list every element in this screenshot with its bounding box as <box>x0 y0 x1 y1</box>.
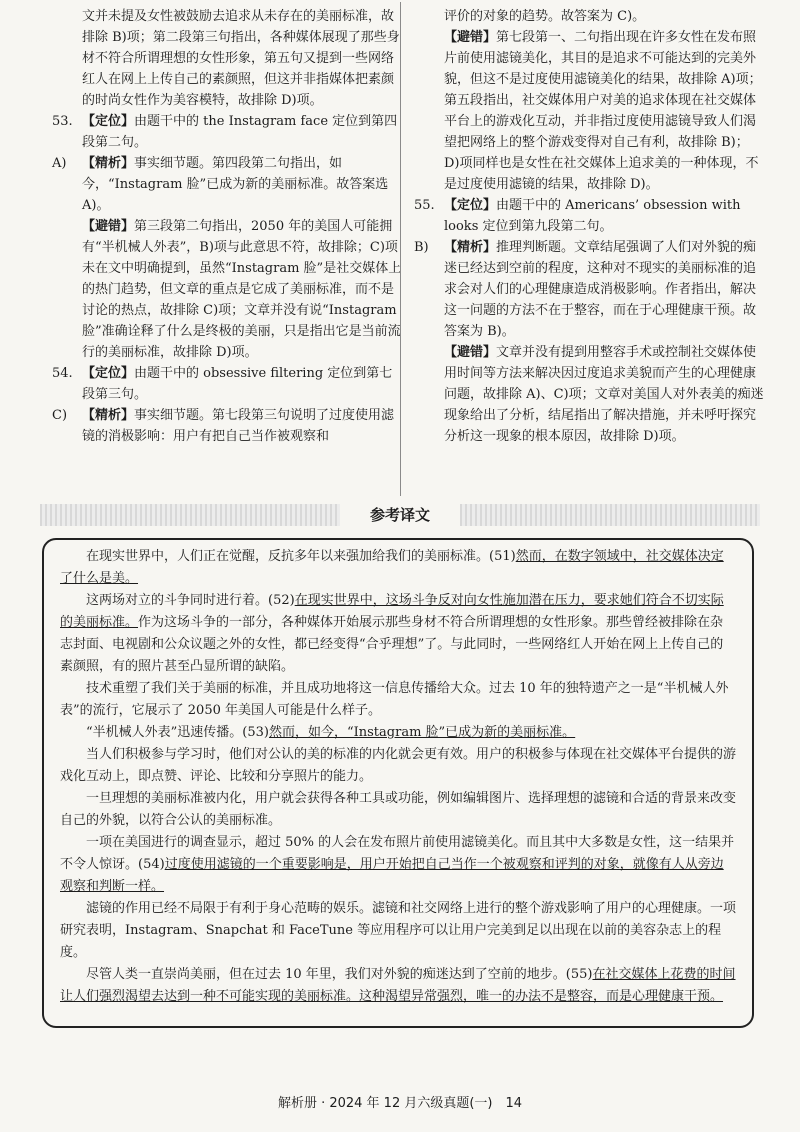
translation-paragraph-1 <box>60 546 736 590</box>
underlined-text: 过度使用滤镜的一个重要影响是，用户开始把自己当作一个被观察和评判的对象，就像有人从旁边观察和判断一样。 <box>60 857 724 894</box>
translation-paragraph-5: 当人们积极参与学习时，他们对公认的美的标准的内化就会更有效。用户的积极参与体现在社交媒体平台提供的游戏化互动上，即点赞、评论、比较和分享照片的能力。 <box>60 747 737 784</box>
locate-tag: 【定位】 <box>82 114 135 129</box>
avoid-text: 文章并没有提到用整容手术或控制社交媒体使用时间等方法来解决因过度追求美貌而产生的心理健康问题，故排除 A)、C)项；文章对美国人对外表美的痴迷现象给出了分析，结尾指出了解决措施，并未呼吁探究分析这一现象的根本原因，故排除 D)项。 <box>444 345 764 444</box>
left-column <box>52 6 402 447</box>
translation-paragraph-6: 一旦理想的美丽标准被内化，用户就会获得各种工具或功能，例如编辑图片、选择理想的滤镜和合适的背景来改变自己的外貌，以符合公认的美丽标准。 <box>60 791 737 828</box>
locate-tag: 【定位】 <box>444 198 497 213</box>
locate-text: 由题干中的 Americans’ obsession with looks 定位到第九段第二句。 <box>444 198 741 234</box>
answer-letter: C) <box>52 408 68 423</box>
analysis-tag: 【精析】 <box>82 408 135 423</box>
avoid-text: 第三段第二句指出，2050 年的美国人可能拥有“半机械人外表”，B)项与此意思不符，故排除；C)项未在文中明确提到，虽然“Instagram 脸”是社交媒体上的热门趋势，但文章的重点是它成了美丽标准，而不是讨论的热点，故排除 C)项；文章并没有说“Instagram 脸”准确诠释了什么是终极的美丽，只是指出它是当前流行的美丽标准，故排除 D)项。 <box>82 219 402 360</box>
page-footer: 解析册 · 2024 年 12 月六级真题(一) 14 <box>277 1096 523 1111</box>
q55-analysis <box>414 237 764 342</box>
translation-paragraph-8: 滤镜的作用已经不局限于有利于身心范畴的娱乐。滤镜和社交网络上进行的整个游戏影响了用户的心理健康。一项研究表明，Instagram、Snapchat 和 FaceTune 等应用程序可以让用户完美到足以出现在以前的美容杂志上的程度。 <box>60 901 737 960</box>
analysis-tag: 【精析】 <box>444 240 497 255</box>
underlined-text: 在社交媒体上花费的时间让人们强烈渴望去达到一种不可能实现的美丽标准。这种渴望异常强烈，唯一的办法不是整容，而是心理健康干预。 <box>60 967 736 1004</box>
locate-tag: 【定位】 <box>82 366 135 381</box>
avoid-tag: 【避错】 <box>444 30 497 45</box>
translation-paragraph-4 <box>60 722 736 744</box>
q54-analysis <box>52 405 402 447</box>
locate-text: 由题干中的 the Instagram face 定位到第四段第二句。 <box>82 114 398 150</box>
q55-locate <box>414 195 764 237</box>
translation-paragraph-7 <box>60 832 736 898</box>
underlined-text: 然而，在数字领域中，社交媒体决定了什么是美。 <box>60 549 724 586</box>
translation-paragraph-3: 技术重塑了我们关于美丽的标准，并且成功地将这一信息传播给大众。过去 10 年的独特遗产之一是“半机械人外表”的流行，它展示了 2050 年美国人可能是什么样子。 <box>60 681 729 718</box>
avoid-text: 第七段第一、二句指出现在许多女性在发布照片前使用滤镜美化，其目的是追求不可能达到的完美外貌，但这不是过度使用滤镜美化的结果，故排除 A)项；第五段指出，社交媒体用户对美的追求体现在社交媒体平台上的游戏化互动，并非指过度使用滤镜导致人们渴望把网络上的整个游戏变得对自己有利，故排除 B)；D)项同样也是女性在社交媒体上追求美的一种体现，不是过度使用滤镜的结果，故排除 D)。 <box>444 30 762 192</box>
q54-continuation: 评价的对象的趋势。故答案为 C)。 <box>444 9 646 24</box>
underlined-text: 然而，如今，“Instagram 脸”已成为新的美丽标准。 <box>268 725 576 740</box>
underlined-text: 在现实世界中，这场斗争反对向女性施加潜在压力，要求她们符合不切实际的美丽标准。 <box>60 593 724 630</box>
avoid-tag: 【避错】 <box>82 219 135 234</box>
answer-letter: A) <box>52 156 67 171</box>
plain-text: 在现实世界中，人们正在觉醒，反抗多年以来强加给我们的美丽标准。(51) <box>86 549 516 564</box>
translation-paragraph-9 <box>60 964 736 1008</box>
q53-analysis <box>52 153 402 216</box>
question-number: 54. <box>52 366 73 381</box>
q55-avoid-error <box>414 342 764 447</box>
right-column <box>414 6 764 447</box>
q54-locate <box>52 363 402 405</box>
plain-text: 一项在美国进行的调查显示，超过 50% 的人会在发布照片前使用滤镜美化。而且其中大多数是女性，这一结果并不令人惊讶。(54) <box>60 835 735 872</box>
q53-locate <box>52 111 402 153</box>
translation-paragraph-2 <box>60 590 736 678</box>
analysis-text: 事实细节题。第七段第三句说明了过度使用滤镜的消极影响：用户有把自己当作被观察和 <box>82 408 395 444</box>
q53-avoid-error <box>52 216 402 363</box>
column-divider <box>400 2 401 496</box>
analysis-text: 事实细节题。第四段第二句指出，如今，“Instagram 脸”已成为新的美丽标准。故答案选 A)。 <box>82 156 389 213</box>
q52-continuation: 文并未提及女性被鼓励去追求从未存在的美丽标准，故排除 B)项；第二段第三句指出，各种媒体展现了那些身材不符合所谓理想的女性形象，第五句又提到一些网络红人在网上上传自己的素颜照，但这并非指媒体把素颜的时尚女性作为美容模特，故排除 D)项。 <box>82 9 400 108</box>
locate-text: 由题干中的 obsessive filtering 定位到第七段第三句。 <box>82 366 393 402</box>
translation-box <box>42 538 754 1028</box>
plain-text: 尽管人类一直崇尚美丽，但在过去 10 年里，我们对外貌的痴迷达到了空前的地步。(55) <box>86 967 593 982</box>
plain-text: “半机械人外表”迅速传播。(53) <box>86 725 269 740</box>
question-number: 55. <box>414 198 435 213</box>
section-title: 参考译文 <box>340 502 460 528</box>
plain-text: 作为这场斗争的一部分，各种媒体开始展示那些身材不符合所谓理想的女性形象。那些曾经被排除在杂志封面、电视剧和公众议题之外的女性，都已经变得“合乎理想”了。与此同时，一些网络红人开始在网上上传自己的素颜照，有的照片甚至凸显所谓的缺陷。 <box>60 615 724 674</box>
q54-avoid-error <box>414 27 764 195</box>
question-number: 53. <box>52 114 73 129</box>
analysis-text: 推理判断题。文章结尾强调了人们对外貌的痴迷已经达到空前的程度，这种对不现实的美丽标准的追求会对人们的心理健康造成消极影响。作者指出，解决这一问题的方法不在于整容，而在于心理健康干预。故答案为 B)。 <box>444 240 757 339</box>
avoid-tag: 【避错】 <box>444 345 497 360</box>
answer-letter: B) <box>414 240 429 255</box>
analysis-tag: 【精析】 <box>82 156 135 171</box>
plain-text: 这两场对立的斗争同时进行着。(52) <box>86 593 295 608</box>
